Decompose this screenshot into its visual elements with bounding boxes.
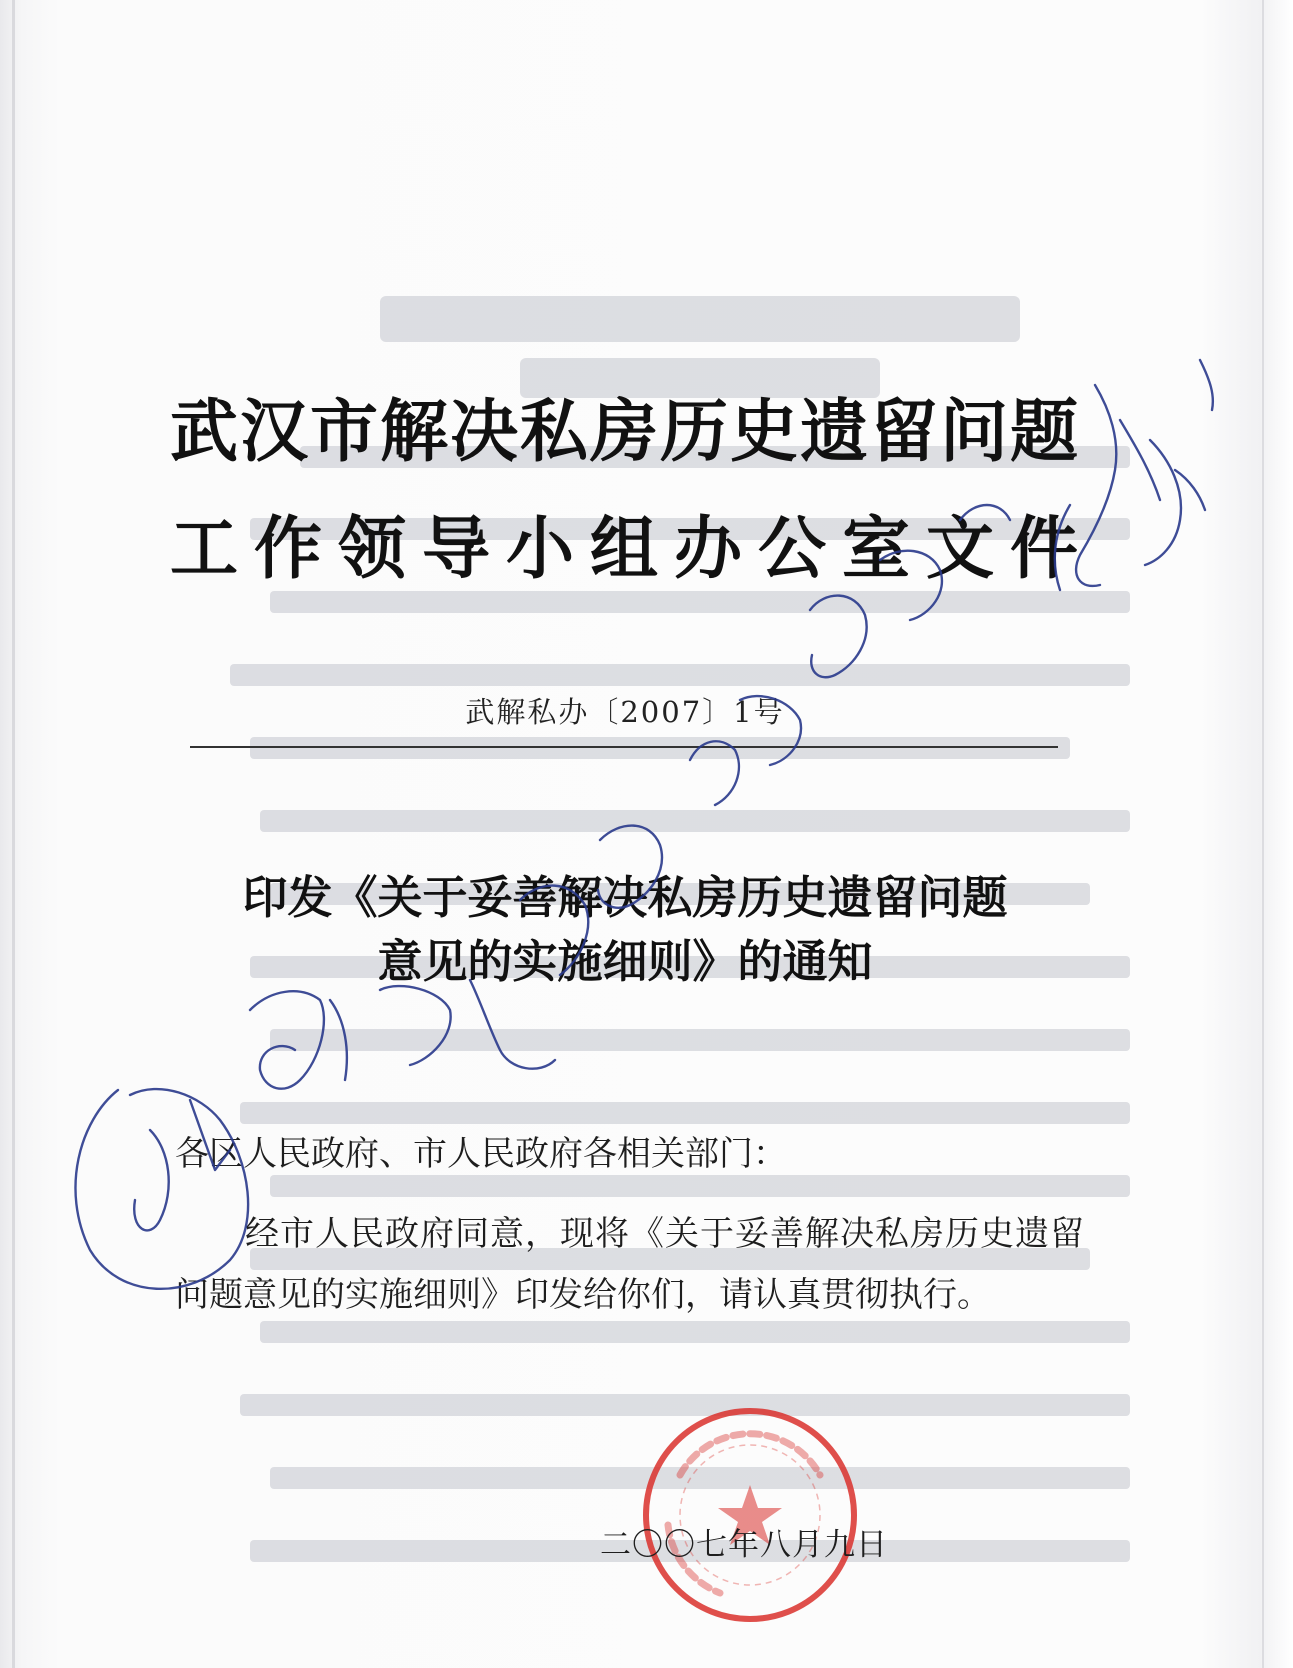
document-number: 武解私办〔2007〕1号 xyxy=(465,695,785,729)
issuing-office-title-line1: 武汉市解决私房历史遗留问题 xyxy=(170,393,1081,472)
bleed-through-texture xyxy=(170,150,1130,1570)
page-right-edge xyxy=(1262,0,1264,1668)
notice-title-line1: 印发《关于妥善解决私房历史遗留问题 xyxy=(242,871,1008,924)
official-seal-stamp xyxy=(640,1405,860,1625)
body-paragraph-line1: 经市人民政府同意，现将《关于妥善解决私房历史遗留 xyxy=(245,1214,1085,1254)
issuing-office-title-line2: 工作领导小组办公室文件 xyxy=(170,510,1095,589)
body-paragraph-line2: 问题意见的实施细则》印发给你们，请认真贯彻执行。 xyxy=(175,1275,991,1315)
header-divider-line xyxy=(190,746,1058,748)
notice-title-line2: 意见的实施细则》的通知 xyxy=(377,935,873,988)
issue-date: 二〇〇七年八月九日 xyxy=(600,1527,888,1563)
page-left-edge xyxy=(12,0,15,1668)
salutation: 各区人民政府、市人民政府各相关部门： xyxy=(175,1134,787,1174)
